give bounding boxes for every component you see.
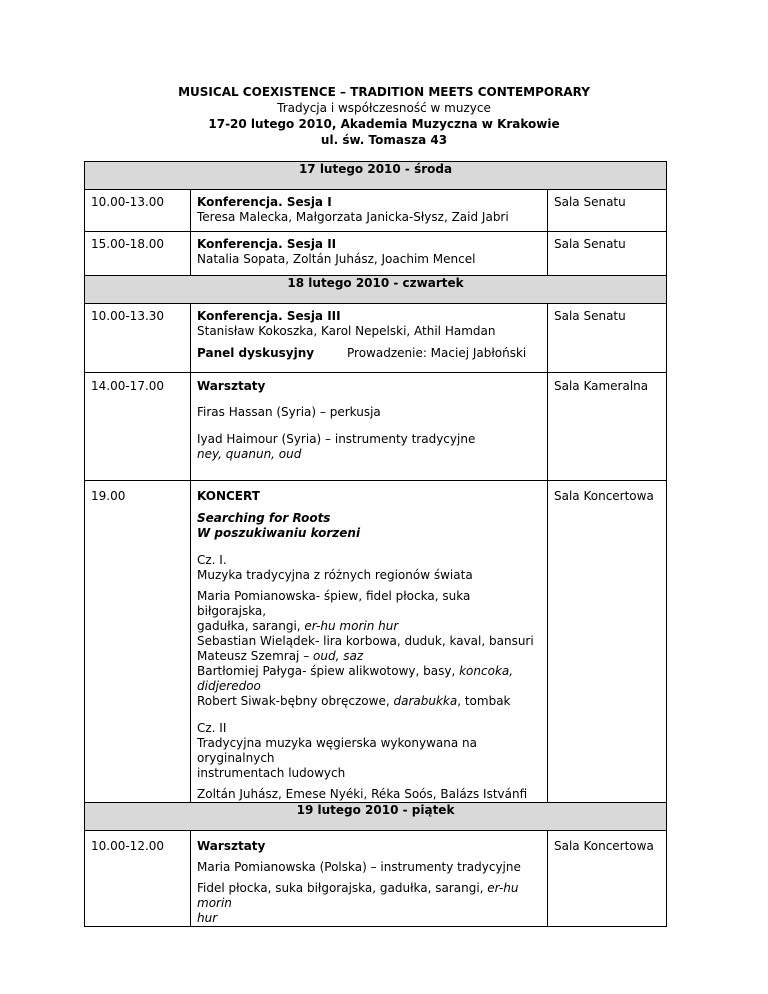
instrument-list: ney, quanun, oud [197, 447, 302, 461]
time-cell: 10.00-13.30 [85, 304, 191, 373]
panel-row [197, 346, 541, 361]
event-people: Stanisław Kokoszka, Karol Nepelski, Athil Hamdan [197, 324, 496, 338]
workshop-line: Maria Pomianowska (Polska) – instrumenty tradycyjne [197, 860, 521, 874]
time-cell: 10.00-13.00 [85, 190, 191, 232]
day-header: 17 lutego 2010 - środa [85, 162, 667, 190]
performer-text: Bartłomiej Pałyga- śpiew alikwotowy, basy, [197, 664, 460, 678]
event-cell [191, 232, 548, 276]
performer-text: , tombak [457, 694, 511, 708]
performer-line [197, 619, 541, 634]
instrument-list: er-hu morin [197, 881, 519, 910]
performer-instruments: oud, saz [313, 649, 364, 663]
program-table [84, 161, 667, 927]
performer-line [197, 664, 541, 679]
table-row [85, 481, 667, 803]
performer-line: Zoltán Juhász, Emese Nyéki, Réka Soós, Balázs Istvánfi [197, 787, 528, 801]
event-cell [191, 481, 548, 803]
performer-text: gadułka, sarangi, [197, 619, 305, 633]
panel-host: Prowadzenie: Maciej Jabłoński [347, 346, 527, 360]
workshop-text: Fidel płocka, suka biłgorajska, gadułka, sarangi, [197, 881, 488, 895]
part-description: Tradycyjna muzyka węgierska wykonywana na oryginalnych [197, 736, 477, 765]
event-cell [191, 304, 548, 373]
room-cell: Sala Koncertowa [548, 481, 667, 803]
room-cell: Sala Senatu [548, 190, 667, 232]
time-cell: 10.00-12.00 [85, 831, 191, 927]
day-header: 19 lutego 2010 - piątek [85, 803, 667, 831]
document-header [0, 84, 768, 148]
table-row [85, 373, 667, 481]
performer-line [197, 694, 541, 709]
time-cell: 14.00-17.00 [85, 373, 191, 481]
concert-subtitle: Searching for Roots [197, 511, 331, 525]
event-title: Konferencja. Sesja III [197, 309, 341, 323]
event-title: Warsztaty [197, 379, 266, 393]
room-cell: Sala Senatu [548, 304, 667, 373]
event-cell [191, 190, 548, 232]
instrument-list: hur [197, 911, 218, 925]
performer-line [197, 649, 541, 664]
room-cell: Sala Koncertowa [548, 831, 667, 927]
event-title: KONCERT [197, 489, 260, 503]
workshop-line [197, 881, 541, 911]
performer-instruments: didjeredoo [197, 679, 261, 693]
event-title: Konferencja. Sesja II [197, 237, 337, 251]
part-label: Cz. II [197, 721, 227, 735]
day-header: 18 lutego 2010 - czwartek [85, 276, 667, 304]
performer-instruments: darabukka [393, 694, 458, 708]
workshop-line: Iyad Haimour (Syria) – instrumenty tradycyjne [197, 432, 476, 446]
event-cell [191, 373, 548, 481]
time-cell: 19.00 [85, 481, 191, 803]
table-row [85, 232, 667, 276]
performer-line: Maria Pomianowska- śpiew, fidel płocka, suka biłgorajska, [197, 589, 471, 618]
table-row [85, 304, 667, 373]
workshop-line: Firas Hassan (Syria) – perkusja [197, 405, 381, 419]
part-description: Muzyka tradycyjna z różnych regionów świata [197, 568, 473, 582]
performer-instruments: er-hu morin hur [304, 619, 399, 633]
table-row [85, 831, 667, 927]
concert-subtitle-pl: W poszukiwaniu korzeni [197, 526, 361, 540]
event-people: Natalia Sopata, Zoltán Juhász, Joachim Mencel [197, 252, 476, 266]
part-label: Cz. I. [197, 553, 227, 567]
table-row [85, 190, 667, 232]
performer-instruments: koncoka, [459, 664, 514, 678]
header-title: MUSICAL COEXISTENCE – TRADITION MEETS CONTEMPORARY [178, 85, 590, 99]
event-cell [191, 831, 548, 927]
event-people: Teresa Malecka, Małgorzata Janicka-Słysz, Zaid Jabri [197, 210, 509, 224]
header-subtitle: Tradycja i współczesność w muzyce [277, 101, 491, 115]
room-cell: Sala Senatu [548, 232, 667, 276]
time-cell: 15.00-18.00 [85, 232, 191, 276]
part-description: instrumentach ludowych [197, 766, 346, 780]
performer-line: Sebastian Wielądek- lira korbowa, duduk, kaval, bansuri [197, 634, 534, 648]
header-address: ul. św. Tomasza 43 [320, 133, 448, 147]
event-title: Konferencja. Sesja I [197, 195, 332, 209]
performer-text: Robert Siwak-bębny obręczowe, [197, 694, 394, 708]
performer-text: Mateusz Szemraj – [197, 649, 314, 663]
event-title: Warsztaty [197, 839, 266, 853]
header-dates: 17-20 lutego 2010, Akademia Muzyczna w Krakowie [208, 117, 560, 131]
panel-label: Panel dyskusyjny [197, 346, 315, 360]
room-cell: Sala Kameralna [548, 373, 667, 481]
